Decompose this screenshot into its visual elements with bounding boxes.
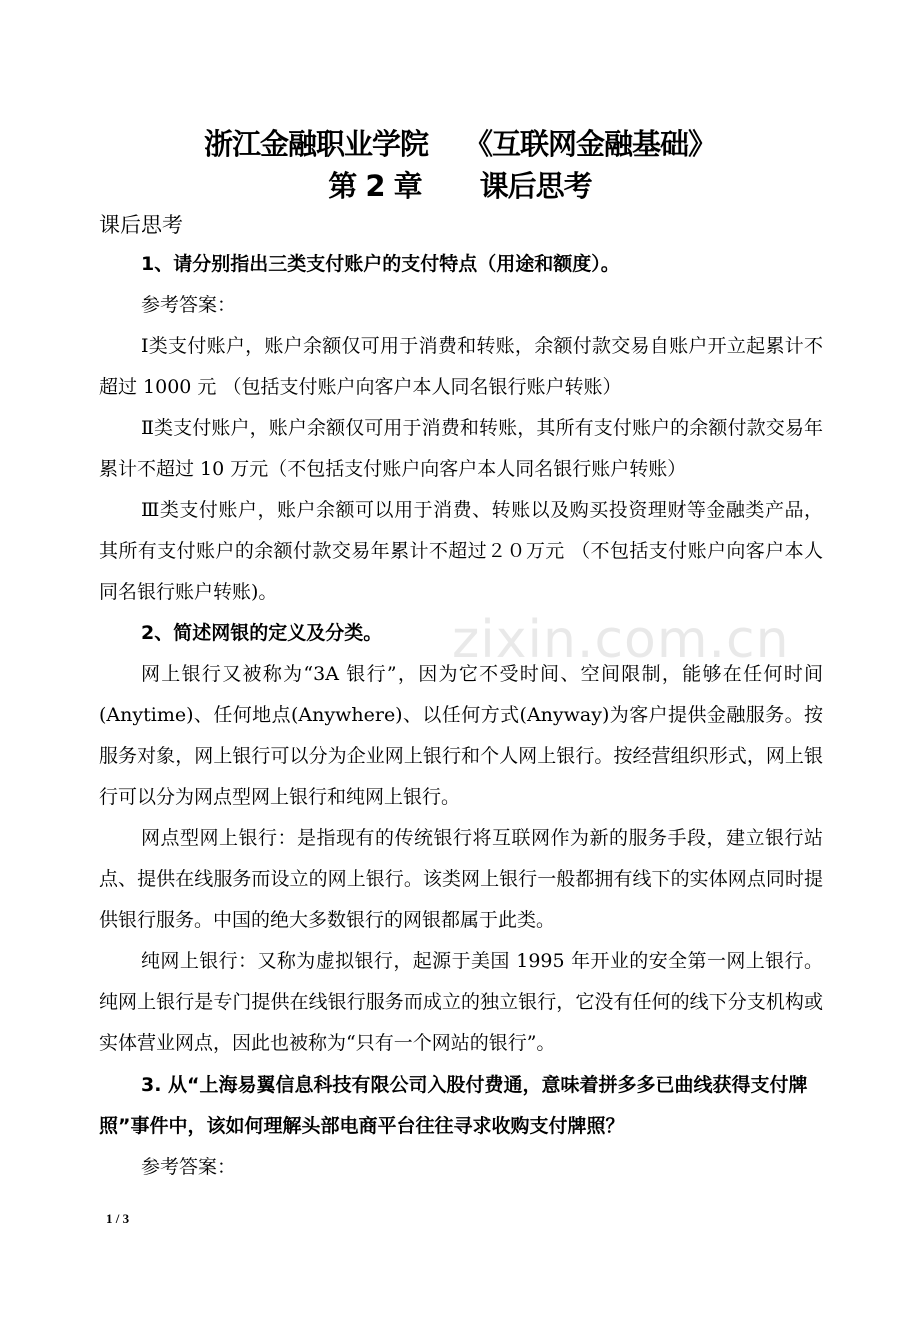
- answer-2-paragraph-2: 网点型网上银行：是指现有的传统银行将互联网作为新的服务手段，建立银行站点、提供在线服务而设立的网上银行。该类网上银行一般都拥有线下的实体网点同时提供银行服务。中国的绝大多数银行的网银都属于此类。: [99, 827, 823, 931]
- page-number: 1 / 3: [106, 1211, 130, 1226]
- answer-1-paragraph-3: Ⅲ类支付账户，账户余额可以用于消费、转账以及购买投资理财等金融类产品， 其所有支付账户的余额付款交易年累计不超过２０万元 （不包括支付账户向客户本人同名银行账户转账)。: [99, 499, 823, 603]
- answer-1-paragraph-2: Ⅱ类支付账户，账户余额仅可用于消费和转账，其所有支付账户的余额付款交易年累计不超过 10 万元（不包括支付账户向客户本人同名银行账户转账）: [99, 417, 823, 480]
- section-heading: 课后思考: [99, 213, 183, 237]
- document-title-line1: [0, 124, 920, 164]
- chapter-label: 第 2 章: [328, 169, 422, 203]
- question-1: 1、请分别指出三类支付账户的支付特点（用途和额度）。: [141, 253, 620, 275]
- topic-label: 课后思考: [479, 169, 592, 203]
- question-3-block: [99, 1065, 823, 1188]
- answer-1-paragraph-1: Ⅰ类支付账户，账户余额仅可用于消费和转账，余额付款交易自账户开立起累计不超过 1000 元 （包括支付账户向客户本人同名银行账户转账）: [99, 335, 823, 398]
- answer-label-1: 参考答案：: [141, 294, 237, 316]
- answer-2-paragraph-1: 网上银行又被称为“3A 银行”，因为它不受时间、空间限制，能够在任何时间(Anytime)、任何地点(Anywhere)、以任何方式(Anyway)为客户提供金融服务。按服务对象，网上银行可以分为企业网上银行和个人网上银行。按经营组织形式，网上银行可以分为网点型网上银行和纯网上银行。: [99, 663, 823, 808]
- question-2: 2、简述网银的定义及分类。: [141, 622, 383, 644]
- question-1-block: [99, 244, 823, 613]
- document-title-line2: [0, 166, 920, 206]
- school-name: 浙江金融职业学院: [203, 127, 428, 161]
- course-name: 《互联网金融基础》: [464, 127, 717, 161]
- answer-label-3: 参考答案：: [141, 1156, 237, 1178]
- question-2-block: [99, 613, 823, 1064]
- answer-2-paragraph-3: 纯网上银行：又称为虚拟银行，起源于美国 1995 年开业的安全第一网上银行。纯网上银行是专门提供在线银行服务而成立的独立银行，它没有任何的线下分支机构或实体营业网点，因此也被称为“只有一个网站的银行”。: [99, 950, 823, 1054]
- watermark: zixin.com.cn: [452, 610, 790, 670]
- question-3: 3. 从“上海易翼信息科技有限公司入股付费通，意味着拼多多已曲线获得支付牌照”事件中，该如何理解头部电商平台往往寻求收购支付牌照？: [99, 1074, 808, 1137]
